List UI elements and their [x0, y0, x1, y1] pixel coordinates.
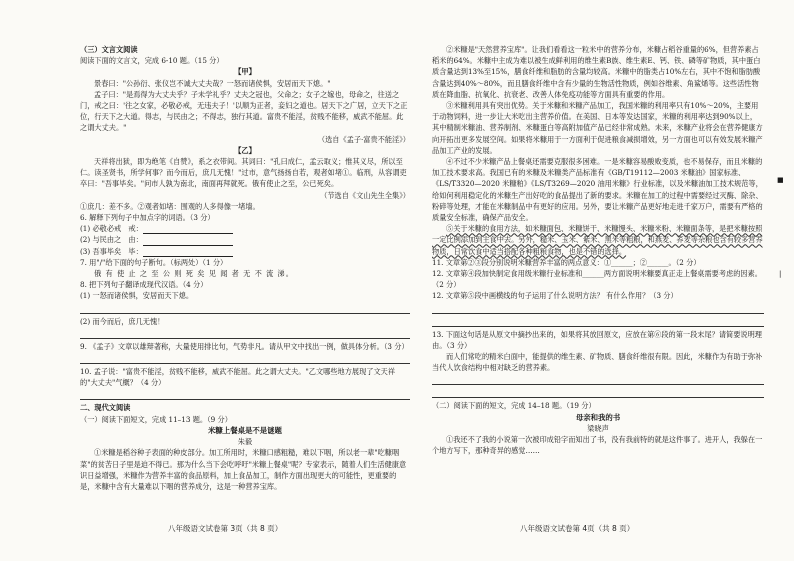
article-title: 米糠上餐桌是不是谜题 — [208, 425, 282, 435]
binding-mark: ■ — [777, 176, 784, 184]
question-7: 7. 用"/"给下面的句子断句。（标两处）（1 分） — [80, 257, 228, 267]
question-11: 11. 文章第②③段分别说明米糠营养丰富的两点意义：①______；②______。（2 分） — [432, 257, 701, 267]
answer-line[interactable] — [432, 303, 764, 314]
part-heading: 二、现代文阅读 — [80, 403, 131, 413]
answer-line[interactable] — [432, 387, 764, 398]
answer-blank[interactable] — [143, 225, 233, 234]
article-author: 朱毅 — [237, 437, 253, 447]
section-intro: 阅读下面的文言文，完成 6-10 题。（15 分） — [80, 56, 224, 66]
passage-jia-source: （选自《孟子·富贵不能淫》） — [317, 134, 410, 144]
right-column — [432, 44, 764, 457]
article-paragraph: ①我还不了我的小说第一次被印成铅字而知出了书，没有我前特的就是这件事了。进开人，我躲在一个地方写下，那种奇异的感觉…… — [432, 435, 763, 456]
article-title: 母亲和我的书 — [575, 412, 621, 422]
answer-line[interactable] — [80, 389, 410, 400]
question-13: 13. 下面这句话是从原文中摘抄出来的，如果将其放回原文，应放在第⑥段的第一段末尾？请简要说明理由。（3 分） — [432, 329, 762, 350]
q6-item-1: (1) 必敬必戒 戒： — [80, 223, 410, 234]
question-12: 12. 文章第④段加快制定食用级米糠行业标准和______两方面说明米糠要真正走上餐桌需要考虑的因素。（2 分） — [432, 269, 762, 290]
passage-note: ①庶几：差不多。②观者如堵：围观的人多得像一堵墙。 — [80, 201, 260, 211]
answer-line[interactable] — [80, 303, 410, 314]
answer-line[interactable] — [80, 353, 410, 364]
article-paragraph: ④不过不少米糠产品上餐桌还需要克服很多困难。一是米糠容易酸败变质，也不易保存，而且米糠的加工技术要求高。我国已有的米糠及米糠类产品标准有《GB/T19112—2003 米糠油》国家标准、《LS/T3320—2020 米糠粕》《LS/T3269—2020 油用米糠》行业标准，以及米糠油加工技术规范等，给如何利用稳定化的米糠生产出好吃的食品提出了新的要求。米糠在加工的过程中需要经过灭酶、除杂、粉碎等处理，才能在米糠制品中有更好的应用。另外，要让米糠产品更好地走进千家万户，需要有严格的质量安全标准，确保产品安全。 — [432, 157, 763, 223]
passage-jia-label: 【甲】 — [234, 67, 256, 77]
answer-blank[interactable] — [143, 237, 233, 246]
q6-item-3: (3) 吾事毕矣 毕： — [80, 246, 410, 257]
question-9: 9. 《孟子》文章以雄辩著称，大量使用排比句，气势非凡。请从甲文中找出一例，做具体分析。（3 分） — [80, 341, 409, 351]
section-heading: （三）文言文阅读 — [80, 45, 138, 54]
answer-line[interactable] — [432, 316, 764, 327]
q7-sentence: 俄 有 使 止 之 至 公 则 死 矣 见 闻 者 无 不 流 涕。 — [94, 269, 294, 279]
article-paragraph: ②米糠是"天然营养宝库"。让我们看看这一粒米中的营养分布，米糠占稻谷重量的6%，但营养素占稻米的64%。米糠中主成为难以被生成鲜利用的维生素B族、维生素E、钙、铁、磷等矿物质，其中蛋白质含量达到13%至15%，膳食纤维和脂肪的含量均较高。米糠中的脂类占10%左右，其中不饱和脂肪酸含量达到40%～80%，而且膳食纤维中含有少量的生物活性物质，例如谷维素、角鲨烯等。这些活性物质在降血脂、抗氧化、抗衰老、改善人体免疫功能等方面具有重要的作用。 — [432, 45, 761, 99]
left-column — [80, 44, 410, 492]
passage-yi-source: （节选自《文山先生全集》） — [320, 190, 410, 200]
q13-quote: 而人们常吃的精米白面中，能提供的维生素、矿物质、膳食纤维很有限。因此，米糠作为有助于弥补当代人饮食结构中相对缺乏的营养素。 — [432, 352, 763, 373]
q8-item-1: (1) 一怒而诸侯惧，安居而天下熄。 — [80, 291, 194, 301]
passage-jia-p2: 孟子曰："是焉得为大丈夫乎？子未学礼乎？丈夫之冠也，父命之；女子之嫁也，母命之，往送之门，戒之曰：'往之女家，必敬必戒，无违夫子！'以顺为正者，妾妇之道也。居天下之广居，立天下之正位，行天下之大道。得志，与民由之；不得志，独行其道。富贵不能淫，贫贱不能移，威武不能屈。此之谓大丈夫。" — [80, 89, 408, 133]
answer-line[interactable] — [432, 374, 764, 385]
question-10: 10. 孟子说："富贵不能淫，贫贱不能移，威武不能屈。此之谓大丈夫。"乙文哪些地方展现了文天祥的"大丈夫"气概？（4 分） — [80, 367, 396, 388]
q6-item-2: (2) 与民由之 由： — [80, 234, 410, 245]
answer-line[interactable] — [80, 328, 410, 339]
part-subheading: （一）阅读下面短文，完成 11–13 题。（9 分） — [80, 414, 232, 424]
article-paragraph: ①米糠是稻谷种子表面的种皮部分。加工所用时，米糠口感粗糙，难以下咽，所以老一辈"吃糠咽菜"的贫苦日子里是迫不得已。那为什么当下会吃呼吁"米糠上餐桌"呢？专家表示，随着人们生活健康意识日益增强，米糠作为营养丰富的食品原料，加上食品加工，制作方面出现更大的可能性，更重要的是，米糠中含有大量难以下咽的营养成分，这是一种营养宝库。 — [80, 448, 407, 491]
passage-yi-p1: 天祥将出狱，即为绝笔《自赞》，系之衣带间。其词曰："孔曰成仁，孟云取义；惟其义尽，所以至仁。读圣贤书，所学何事？而今而后，庶几无愧！"过市，意气扬扬自若，观者如堵①。临刑，从容谓吏卒曰："吾事毕矣。"问市人孰为南北，南面再拜就死。俄有使止之至，公已死矣。 — [80, 157, 407, 189]
part-subheading: （二）阅读下面的短文，完成 14–18 题。（19 分） — [432, 401, 596, 411]
article-paragraph: ③米糠利用具有突出优势。关于米糠和米糠产品加工，我国米糠的利用率只有10%～20%，主要用于动物饲料，进一步让大米吃出主营养价值。在美国、日本等发达国家，米糠的利用率达到90%以上，其中精制米糠油、营养制剂、米糠蛋白等高附加值产品已经非常成熟。未来，米糠产业将会在营养健康方向开拓出更多发展空间。如果将米糠用于一方面利于促进粮食减损增效，另一方面也可以有效发展米糠产品加工产业的发展。 — [432, 101, 763, 155]
q8-item-2: (2) 而今而后，庶几无愧！ — [80, 316, 165, 326]
passage-jia-p1: 景春曰："公孙衍、张仪岂不诚大丈夫哉？一怒而诸侯惧，安居而天下熄。" — [94, 78, 331, 88]
article-paragraph-underlined: ⑤关于米糠的食用方法，如米糠面包、米糠饼干、米糠馒头、米糠米粉、米糠面条等，是把米糠按照一定比例添加到主食中去。另外，糙米、玉米、紫米、黑米等粗粮，和燕麦、荞麦等杂粮也含有较多营养物质，日常饮食中适当搭配各种粗粮食物，也是不错的选择。 — [432, 224, 763, 256]
page-footer-left: 八年级语文试卷第 3页（共 8 页） — [168, 524, 283, 533]
question-6: 6. 解释下列句子中加点字的词语。（3 分） — [80, 213, 215, 223]
passage-yi-label: 【乙】 — [234, 145, 256, 155]
article-author: 梁晓声 — [587, 423, 609, 433]
binding-mark: | — [779, 270, 782, 278]
answer-blank[interactable] — [143, 248, 233, 257]
question-12b: 12. 文章第⑤段中画横线的句子运用了什么说明方法？ 有什么作用？（3 分） — [432, 291, 678, 301]
question-8: 8. 把下列句子翻译成现代汉语。（4 分） — [80, 280, 208, 290]
page-footer-right: 八年级语文试卷第 4页（共 8 页） — [520, 524, 635, 533]
